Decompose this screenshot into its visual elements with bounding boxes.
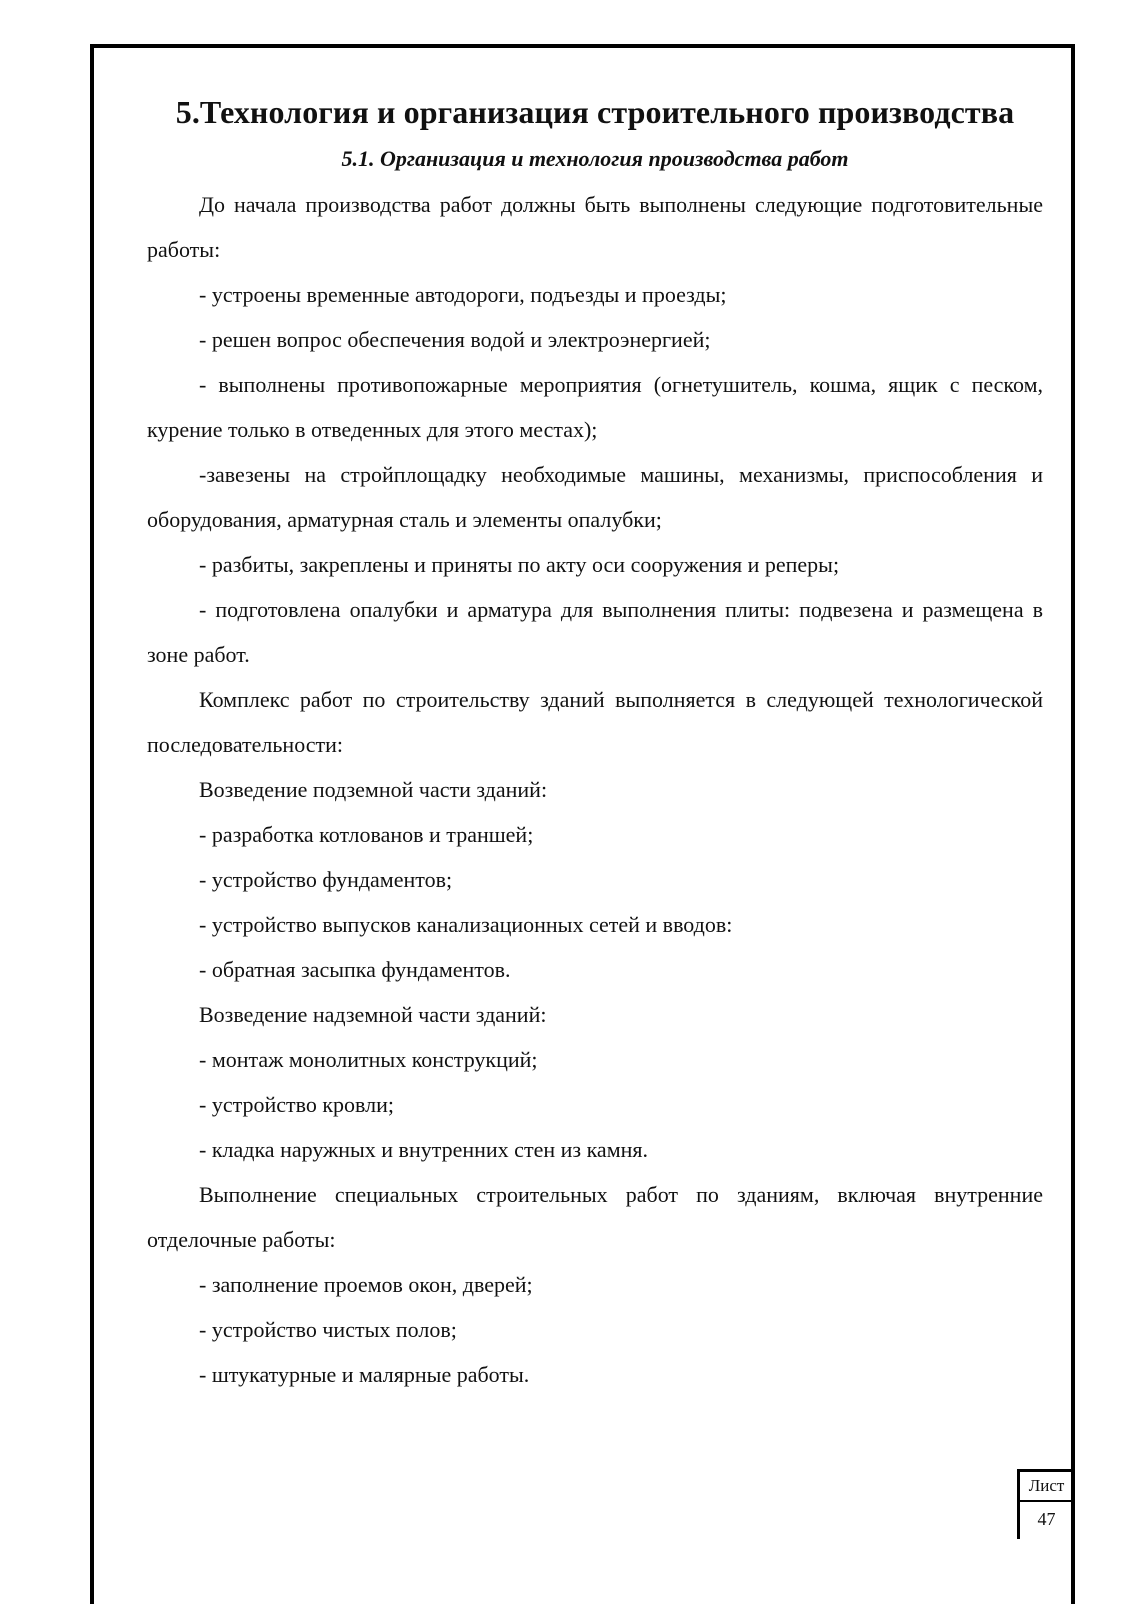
list-item-fire-safety: - выполнены противопожарные мероприятия (огнетушитель, кошма, ящик с песком, курение только в отведенных для этого местах);	[147, 372, 1043, 442]
list-item-openings: - заполнение проемов окон, дверей;	[199, 1272, 533, 1297]
paragraph-preparatory-works: До начала производства работ должны быть выполнены следующие подготовительные работы:	[147, 192, 1043, 262]
list-item-plastering: - штукатурные и малярные работы.	[199, 1362, 530, 1387]
document-body	[147, 92, 1043, 1397]
list-item-sewer-outlets: - устройство выпусков канализационных сетей и вводов:	[199, 912, 733, 937]
list-item-formwork: - подготовлена опалубки и арматура для выполнения плиты: подвезена и размещена в зоне работ.	[147, 597, 1043, 667]
list-item-axes: - разбиты, закреплены и приняты по акту оси сооружения и реперы;	[199, 552, 840, 577]
sheet-number: 47	[1037, 1509, 1056, 1529]
sheet-stamp	[1017, 1469, 1073, 1539]
list-heading-aboveground: Возведение надземной части зданий:	[199, 1002, 547, 1027]
paragraph-sequence: Комплекс работ по строительству зданий выполняется в следующей технологической последовательности:	[147, 687, 1043, 757]
list-item-monolithic: - монтаж монолитных конструкций;	[199, 1047, 538, 1072]
list-item-machinery: -завезены на стройплощадку необходимые машины, механизмы, приспособления и оборудования, арматурная сталь и элементы опалубки;	[147, 462, 1043, 532]
list-item-roof: - устройство кровли;	[199, 1092, 395, 1117]
list-item-foundations: - устройство фундаментов;	[199, 867, 453, 892]
list-item-water-power: - решен вопрос обеспечения водой и электроэнергией;	[199, 327, 711, 352]
list-item-backfill: - обратная засыпка фундаментов.	[199, 957, 511, 982]
list-item-roads: - устроены временные автодороги, подъезды и проезды;	[199, 282, 727, 307]
list-item-floors: - устройство чистых полов;	[199, 1317, 457, 1342]
paragraph-special-works: Выполнение специальных строительных работ по зданиям, включая внутренние отделочные работы:	[147, 1182, 1043, 1252]
list-heading-underground: Возведение подземной части зданий:	[199, 777, 548, 802]
subsection-heading: 5.1. Организация и технология производства работ	[341, 146, 849, 171]
section-heading: 5.Технология и организация строительного производства	[175, 94, 1015, 130]
list-item-excavation: - разработка котлованов и траншей;	[199, 822, 534, 847]
list-item-masonry: - кладка наружных и внутренних стен из камня.	[199, 1137, 649, 1162]
sheet-label: Лист	[1020, 1472, 1073, 1502]
